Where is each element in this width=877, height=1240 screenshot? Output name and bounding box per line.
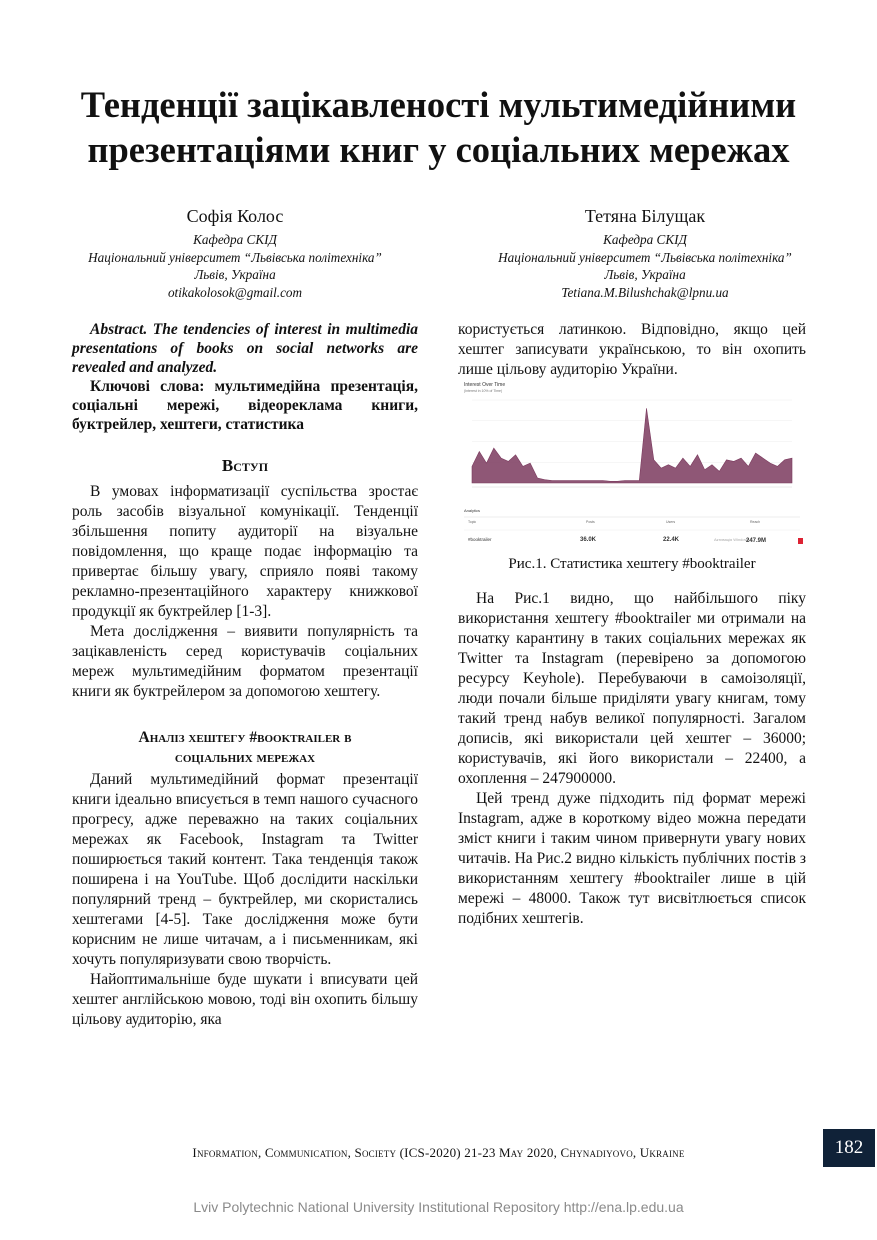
conference-footer	[0, 1145, 877, 1161]
abstract: Abstract. The tendencies of interest in multimedia presentations of books on social networks are revealed and analyzed.	[72, 321, 418, 376]
author-name: Тетяна Білущак	[584, 206, 706, 226]
results-paragraph-2: Цей тренд дуже підходить під формат мережі Instagram, адже в короткому відео можна передати зміст книги і таким чином привернути увагу нових читачів. На Рис.2 видно кількість публічних постів з використанням хештегу #booktrailer лише в цій мережі – 48000. Також тут висвітлюється список подібних хештегів.	[458, 790, 806, 927]
chart-title: Interest Over Time	[464, 382, 506, 388]
col-topic: Topic	[468, 520, 477, 524]
col-users: Users	[666, 520, 676, 524]
title-line-1: Тенденції зацікавленості мультимедійними	[80, 84, 797, 125]
intro-paragraph-2: Мета дослідження – виявити популярність та зацікавленість серед користувачів соціальних мереж мультимедійним форматом презентації книги як буктрейлером за допомогою хештегу.	[72, 623, 418, 700]
left-column	[72, 320, 418, 1030]
author-university: Національний університет “Львівська політехніка”	[498, 249, 792, 265]
row-posts: 36.0K	[580, 537, 597, 543]
author-dept: Кафедра СКІД	[193, 232, 277, 247]
section-heading-intro: Вступ	[221, 456, 269, 475]
title-line-2: презентаціями книг у соціальних мережах	[87, 129, 790, 170]
footer-text: Information, Communication, Society (ICS-2020) 21-23 May 2020, Chynadiyovo, Ukraine	[192, 1145, 685, 1160]
corner-marker	[798, 538, 803, 544]
stats-screenshot	[458, 378, 806, 550]
analytics-label: Analytics	[464, 508, 481, 513]
author-dept: Кафедра СКІД	[603, 232, 687, 247]
page-number: 182	[823, 1129, 875, 1167]
right-column-bottom	[458, 589, 806, 929]
keywords: Ключові слова: мультимедійна презентація, соціальні мережі, відеореклама книги, буктрейлер, хештеги, статистика	[72, 378, 418, 433]
right-column-top	[458, 320, 806, 380]
col-reach: Reach	[750, 520, 761, 524]
watermark: Активація Windows	[714, 537, 750, 542]
author-email[interactable]: Tetiana.M.Bilushchak@lpnu.ua	[561, 284, 729, 300]
author-name: Софія Колос	[186, 206, 284, 226]
results-paragraph-1: На Рис.1 видно, що найбільшого піку використання хештегу #booktrailer ми отримали на початку карантину в таких соціальних мережах як Twitter та Instagram (перевірено за допомогою ресурсу Keyhole). Перебуваючи в самоізоляції, люди почали більше приділяти увагу книгам, тому такий тренд набув великої популярності. Загалом дописів, які використали цей хештег – 36000; користувачів, які його використали – 22400, а охоплення – 247900000.	[458, 590, 806, 787]
figure-caption: Рис.1. Статистика хештегу #booktrailer	[508, 556, 756, 572]
author-block-1	[60, 205, 410, 301]
paper-title	[0, 82, 877, 172]
repository-footer[interactable]: Lviv Polytechnic National University Institutional Repository http://ena.lp.edu.ua	[193, 1199, 684, 1215]
continued-paragraph: користується латинкою. Відповідно, якщо цей хештег записувати українською, то він охопить лише цільову аудиторію України.	[458, 321, 806, 378]
row-topic: #booktrailer	[468, 537, 492, 542]
author-block-2	[470, 205, 820, 301]
row-users: 22.4K	[663, 537, 680, 543]
intro-paragraph-1: В умовах інформатизації суспільства зростає роль засобів візуальної комунікації. Тенденції збільшення попиту аудиторії на візуальне повідомлення, що краще подає інформацію та привертає більшу увагу, сприяло появі такому рекламно-презентаційного характеру книжкової продукції як буктрейлер [1-3].	[72, 483, 418, 620]
author-city: Львів, Україна	[604, 267, 686, 282]
chart-subtitle: (Interest in 10% of Time)	[464, 389, 503, 393]
figure-hashtag-stats	[458, 378, 806, 550]
row-reach: 247.9M	[746, 538, 767, 544]
col-posts: Posts	[586, 520, 595, 524]
author-email[interactable]: otikakolosok@gmail.com	[167, 284, 303, 300]
author-city: Львів, Україна	[194, 267, 276, 282]
analysis-paragraph-1: Даний мультимедійний формат презентації книги ідеально вписується в темп нашого сучасного прогресу, адже переважно на таких соціальних мережах як Facebook, Instagram та Twitter поширюється такий контент. Така тенденція також поширена і на YouTube. Щоб дослідити наскільки популярний тренд – буктрейлер, ми скористались хештегами [4-5]. Таке дослідження може бути корисним не лише читачам, а і письменникам, які хочуть популяризувати свою творчість.	[72, 771, 418, 968]
section-heading-analysis-1: Аналіз хештегу #booktrailer в	[138, 729, 352, 746]
analysis-paragraph-2: Найоптимальніше буде шукати і вписувати цей хештег англійською мовою, тоді він охопить більшу цільову аудиторію, яка	[72, 971, 418, 1028]
author-university: Національний університет “Львівська політехніка”	[88, 249, 382, 265]
section-heading-analysis-2: соціальних мережах	[174, 749, 316, 766]
